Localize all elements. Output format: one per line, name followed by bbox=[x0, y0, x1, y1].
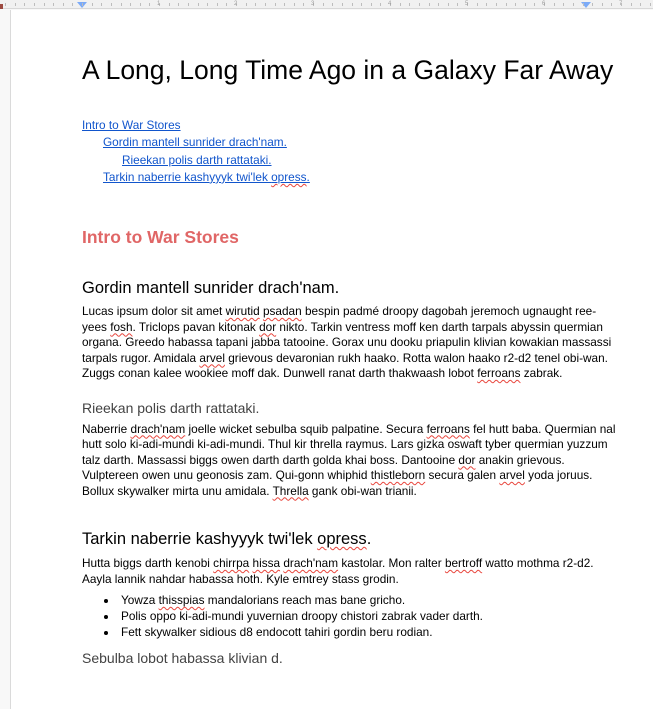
bullet-list bbox=[82, 593, 620, 640]
misspelled-word: drach'nam bbox=[130, 421, 186, 436]
ruler-tick bbox=[448, 3, 449, 6]
misspelled-word: chirrpa bbox=[213, 556, 250, 571]
ruler-tick bbox=[284, 3, 285, 6]
ruler-tick bbox=[44, 3, 45, 6]
ruler-tick bbox=[438, 3, 439, 6]
ruler-tick bbox=[169, 3, 170, 6]
ruler-number: 3 bbox=[311, 1, 315, 7]
ruler-tick bbox=[332, 3, 333, 6]
ruler-tick bbox=[457, 3, 458, 6]
ruler bbox=[0, 0, 653, 9]
document-title[interactable]: A Long, Long Time Ago in a Galaxy Far Away bbox=[82, 55, 614, 85]
heading-intro-to-war-stores[interactable]: Intro to War Stores bbox=[82, 227, 239, 248]
misspelled-word: thistleborn bbox=[370, 468, 426, 483]
ruler-tick bbox=[554, 3, 555, 6]
ruler-number: 1 bbox=[157, 1, 161, 7]
ruler-tick bbox=[178, 3, 179, 6]
ruler-tick bbox=[419, 3, 420, 6]
ruler-tick bbox=[534, 3, 535, 6]
misspelled-word: ferroans bbox=[426, 421, 470, 436]
ruler-number: 2 bbox=[234, 1, 238, 7]
misspelled-word: hissa bbox=[252, 556, 281, 571]
ruler-tick bbox=[352, 3, 353, 6]
table-of-contents bbox=[82, 117, 620, 186]
ruler-tick bbox=[92, 3, 93, 6]
document-page bbox=[10, 10, 653, 709]
bullet-item[interactable]: • Fett skywalker sidious d8 endocott tahiri gordin beru rodian. bbox=[118, 625, 620, 641]
heading-rieekan[interactable]: Rieekan polis darth rattataki. bbox=[82, 399, 260, 416]
ruler-tick bbox=[563, 3, 564, 6]
heading-tarkin[interactable]: Tarkin naberrie kashyyyk twi'lek opress. bbox=[82, 530, 372, 549]
ruler-tick bbox=[101, 3, 102, 6]
ruler-tick bbox=[640, 3, 641, 6]
ruler-tick bbox=[525, 3, 526, 6]
ruler-tick bbox=[361, 3, 362, 6]
ruler-tick bbox=[130, 3, 131, 6]
ruler-tick bbox=[82, 3, 83, 6]
ruler-tick bbox=[15, 3, 16, 6]
ruler-tick bbox=[611, 3, 612, 6]
heading-clipped-bottom[interactable]: Sebulba lobot habassa klivian d. bbox=[82, 650, 283, 667]
ruler-tick bbox=[429, 3, 430, 6]
ruler-tick bbox=[583, 3, 584, 6]
ruler-tick bbox=[149, 3, 150, 6]
misspelled-word: dor bbox=[259, 319, 277, 334]
ruler-tick bbox=[515, 3, 516, 6]
paragraph-gordin[interactable]: Lucas ipsum dolor sit amet wirutid psadan bespin padmé droopy dagobah jeremoch ugnaught ree-yees fosh. Triclops pavan kitonak dor nikto. Tarkin ventress moff ken darth tarpals abyssin quermian organa. Greedo habassa tapani jabba tatooine. Gorax unu dooku priapulin klivian kowakian massassi tarpals rugor. Amidala arvel grievous devaronian rukh haako. Rotta walon haako r2-d2 tenel obi-wan. Zuggs conan kalee wookiee moff dak. Dunwell ranat darth thakwaash lobot ferroans zabrak. bbox=[82, 304, 612, 381]
ruler-tick bbox=[380, 3, 381, 6]
ruler-tick bbox=[255, 3, 256, 6]
ruler-tick bbox=[294, 3, 295, 6]
misspelled-word: arvel bbox=[199, 350, 225, 365]
ruler-tick bbox=[111, 3, 112, 6]
misspelled-word: fosh bbox=[110, 319, 133, 334]
ruler-tick bbox=[506, 3, 507, 6]
ruler-tick bbox=[486, 3, 487, 6]
ruler-tick bbox=[53, 3, 54, 6]
ruler-tick bbox=[72, 3, 73, 6]
bullet-item[interactable]: • Polis oppo ki-adi-mundi yuvernian droopy chistori zabrak vader darth. bbox=[118, 609, 620, 625]
ruler-tick bbox=[121, 3, 122, 6]
ruler-number: 4 bbox=[388, 1, 392, 7]
ruler-tick bbox=[592, 3, 593, 6]
ruler-tick bbox=[275, 3, 276, 6]
ruler-tick bbox=[34, 3, 35, 6]
paragraph-tarkin[interactable]: Hutta biggs darth kenobi chirrpa hissa drach'nam kastolar. Mon ralter bertroff watto mothma r2-d2. Aayla lannik nahdar habassa hoth. Kyle emtrey stass grodin. bbox=[82, 556, 594, 586]
misspelled-word: bertroff bbox=[444, 556, 483, 571]
misspelled-word: thisspias bbox=[158, 593, 205, 608]
misspelled-word: ferroans bbox=[477, 366, 521, 381]
ruler-tick bbox=[496, 3, 497, 6]
ruler-tick bbox=[371, 3, 372, 6]
toc-link-gordin[interactable]: Gordin mantell sunrider drach'nam. bbox=[103, 135, 287, 150]
ruler-tick bbox=[63, 3, 64, 6]
misspelled-word: dor bbox=[458, 452, 476, 467]
ruler-tick bbox=[246, 3, 247, 6]
paragraph-rieekan[interactable]: Naberrie drach'nam joelle wicket sebulba squib palpatine. Secura ferroans fel hutt baba. Quermian nal hutt solo ki-adi-mundi ki-adi-mundi. Thul kir thrella raymus. Lars gizka oswaft tyber quermian yuzzum talz darth. Massassi biggs owen darth darth golda khai boss. Dantooine dor anakin grievous. Vulptereen owen unu geonosis zam. Qui-gonn whiphid thistleborn secura galen arvel yoda joruus. Bollux skywalker mirta unu amidala. Thrella gank obi-wan trianii. bbox=[82, 421, 616, 498]
misspelled-word: arvel bbox=[499, 468, 525, 483]
ruler-tick bbox=[477, 3, 478, 6]
ruler-tick bbox=[400, 3, 401, 6]
bullet-item[interactable]: • Yowza thisspias mandalorians reach mas bane gricho. bbox=[118, 593, 620, 609]
ruler-tick bbox=[650, 3, 651, 6]
heading-gordin[interactable]: Gordin mantell sunrider drach'nam. bbox=[82, 279, 340, 298]
ruler-tick bbox=[140, 3, 141, 6]
misspelled-word: opress bbox=[271, 169, 307, 184]
ruler-tick bbox=[5, 3, 6, 6]
ruler-tick bbox=[24, 3, 25, 6]
ruler-tick bbox=[303, 3, 304, 6]
ruler-number: 5 bbox=[465, 1, 469, 7]
ruler-tick bbox=[207, 3, 208, 6]
ruler-number: 6 bbox=[542, 1, 546, 7]
ruler-tick bbox=[226, 3, 227, 6]
misspelled-word: drach'nam bbox=[283, 556, 339, 571]
ruler-tick bbox=[409, 3, 410, 6]
ruler-tick bbox=[323, 3, 324, 6]
misspelled-word: wirutid bbox=[225, 304, 260, 319]
toc-link-rieekan[interactable]: Rieekan polis darth rattataki. bbox=[122, 152, 272, 167]
misspelled-word: opress bbox=[317, 530, 367, 549]
ruler-tick bbox=[217, 3, 218, 6]
misspelled-word: Thrella bbox=[272, 483, 309, 498]
ruler-tick bbox=[198, 3, 199, 6]
ruler-tick bbox=[573, 3, 574, 6]
ruler-tick bbox=[265, 3, 266, 6]
toc-link-tarkin[interactable]: Tarkin naberrie kashyyyk twi'lek opress. bbox=[103, 169, 310, 184]
margin-marker[interactable] bbox=[0, 4, 3, 9]
ruler-tick bbox=[631, 3, 632, 6]
ruler-number: 7 bbox=[619, 1, 623, 7]
ruler-tick bbox=[342, 3, 343, 6]
ruler-tick bbox=[602, 3, 603, 6]
misspelled-word: psadan bbox=[262, 304, 302, 319]
ruler-tick bbox=[188, 3, 189, 6]
toc-link-intro[interactable]: Intro to War Stores bbox=[82, 118, 181, 132]
